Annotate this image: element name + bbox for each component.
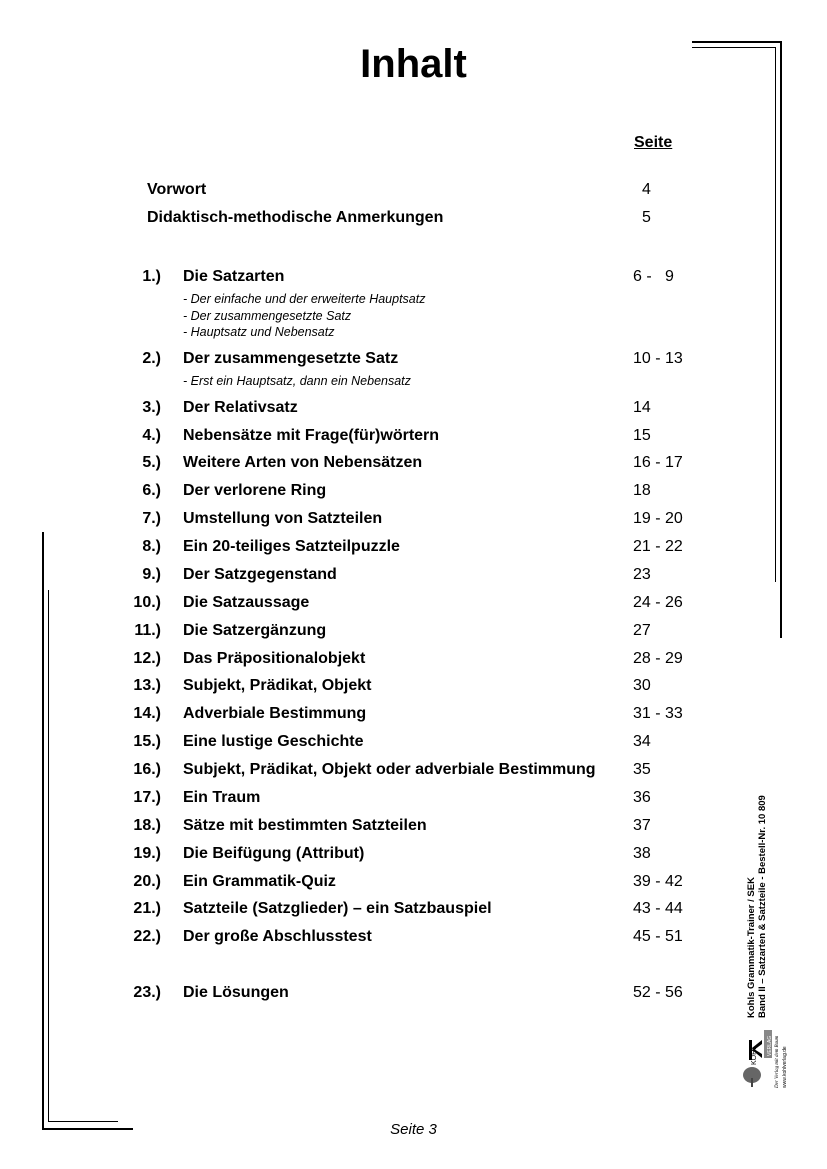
toc-title: Adverbiale Bestimmung xyxy=(183,705,367,722)
toc-number: 7.) xyxy=(142,510,161,527)
toc-pages: 43 - 44 xyxy=(633,900,683,917)
toc-number: 19.) xyxy=(133,845,161,862)
page-title: Inhalt xyxy=(360,42,467,86)
toc-pages: 30 xyxy=(633,677,651,694)
toc-title: Die Lösungen xyxy=(183,984,289,1001)
toc-number: 1.) xyxy=(142,268,161,285)
toc-number: 10.) xyxy=(133,594,161,611)
logo-slogan: Der Verlag mit dem Baum xyxy=(775,1035,780,1088)
toc-title: Der Satzgegenstand xyxy=(183,566,337,583)
intro-notes-label: Didaktisch-methodische Anmerkungen xyxy=(147,209,444,226)
frame-line xyxy=(48,590,49,1122)
logo-website: www.kohlverlag.de xyxy=(782,1046,788,1088)
toc-number: 5.) xyxy=(142,454,161,471)
toc-title: Die Satzarten xyxy=(183,268,285,285)
toc-number: 9.) xyxy=(142,566,161,583)
toc-number: 15.) xyxy=(133,733,161,750)
toc-pages: 19 - 20 xyxy=(633,510,683,527)
toc-number: 20.) xyxy=(133,873,161,890)
sidebar-volume: Band II – Satzarten & Satzteile - Bestell-Nr. 10 809 xyxy=(757,795,768,1018)
toc-number: 12.) xyxy=(133,650,161,667)
toc-title: Ein Traum xyxy=(183,789,261,806)
toc-title: Die Beifügung (Attribut) xyxy=(183,845,365,862)
toc-title: Ein Grammatik-Quiz xyxy=(183,873,336,890)
toc-pages: 28 - 29 xyxy=(633,650,683,667)
toc-pages: 16 - 17 xyxy=(633,454,683,471)
toc-pages: 10 - 13 xyxy=(633,350,683,367)
toc-title: Sätze mit bestimmten Satzteilen xyxy=(183,817,427,834)
intro-notes-page: 5 xyxy=(642,209,651,226)
toc-title: Satzteile (Satzglieder) – ein Satzbauspiel xyxy=(183,900,492,917)
frame-line xyxy=(42,1128,133,1130)
toc-title: Ein 20-teiliges Satzteilpuzzle xyxy=(183,538,400,555)
toc-pages: 6 - 9 xyxy=(633,268,674,285)
toc-title: Der verlorene Ring xyxy=(183,482,327,499)
toc-number: 18.) xyxy=(133,817,161,834)
toc-subtopic: - Der zusammengesetzte Satz xyxy=(183,308,352,323)
toc-number: 21.) xyxy=(133,900,161,917)
toc-number: 6.) xyxy=(142,482,161,499)
toc-pages: 24 - 26 xyxy=(633,594,683,611)
sidebar-series: Kohls Grammatik-Trainer / SEK xyxy=(746,877,757,1018)
toc-pages: 36 xyxy=(633,789,651,806)
toc-title: Nebensätze mit Frage(für)wörtern xyxy=(183,427,440,444)
toc-title: Eine lustige Geschichte xyxy=(183,733,364,750)
frame-line xyxy=(42,532,44,1130)
toc-pages: 31 - 33 xyxy=(633,705,683,722)
toc-title: Der Relativsatz xyxy=(183,399,298,416)
toc-title: Die Satzaussage xyxy=(183,594,310,611)
toc-subtopic: - Erst ein Hauptsatz, dann ein Nebensatz xyxy=(183,374,411,388)
toc-pages: 45 - 51 xyxy=(633,928,683,945)
toc-title: Das Präpositionalobjekt xyxy=(183,650,366,667)
toc-number: 13.) xyxy=(133,677,161,694)
intro-foreword-label: Vorwort xyxy=(147,181,207,198)
page-column-header: Seite xyxy=(634,134,673,151)
toc-number: 2.) xyxy=(142,350,161,367)
toc-number: 14.) xyxy=(133,705,161,722)
toc-subtopic: - Der einfache und der erweiterte Hauptsatz xyxy=(183,292,426,306)
toc-pages: 39 - 42 xyxy=(633,873,683,890)
frame-line xyxy=(775,47,776,582)
toc-title: Weitere Arten von Nebensätzen xyxy=(183,454,423,471)
toc-title: Der große Abschlusstest xyxy=(183,928,372,945)
toc-pages: 21 - 22 xyxy=(633,538,683,555)
frame-line xyxy=(692,41,782,43)
publisher-logo xyxy=(740,1020,790,1090)
page-footer: Seite 3 xyxy=(390,1121,437,1138)
toc-pages: 27 xyxy=(633,622,651,639)
toc-pages: 52 - 56 xyxy=(633,984,683,1001)
toc-pages: 23 xyxy=(633,566,651,583)
frame-line xyxy=(692,47,776,48)
toc-pages: 37 xyxy=(633,817,651,834)
toc-number: 4.) xyxy=(142,427,161,444)
toc-title: Die Satzergänzung xyxy=(183,622,327,639)
tree-logo-icon xyxy=(740,1020,790,1090)
toc-number: 8.) xyxy=(142,538,161,555)
frame-line xyxy=(780,41,782,638)
toc-title: Umstellung von Satzteilen xyxy=(183,510,383,527)
frame-line xyxy=(48,1121,118,1122)
toc-title: Subjekt, Prädikat, Objekt oder adverbiale Bestimmung xyxy=(183,761,596,778)
toc-pages: 15 xyxy=(633,427,651,444)
logo-tag: VERLAG xyxy=(767,1035,773,1056)
toc-number: 11.) xyxy=(134,622,161,639)
logo-text: KOHL xyxy=(751,1045,758,1065)
toc-pages: 14 xyxy=(633,399,651,416)
toc-number: 23.) xyxy=(133,984,161,1001)
toc-subtopic: - Hauptsatz und Nebensatz xyxy=(183,325,335,339)
toc-pages: 18 xyxy=(633,482,651,499)
toc-pages: 34 xyxy=(633,733,651,750)
toc-title: Der zusammengesetzte Satz xyxy=(183,350,399,367)
toc-number: 17.) xyxy=(133,789,161,806)
toc-title: Subjekt, Prädikat, Objekt xyxy=(183,677,372,694)
toc-pages: 35 xyxy=(633,761,651,778)
toc-number: 22.) xyxy=(133,928,161,945)
toc-number: 16.) xyxy=(133,761,161,778)
toc-number: 3.) xyxy=(142,399,161,416)
intro-foreword-page: 4 xyxy=(642,181,651,198)
toc-pages: 38 xyxy=(633,845,651,862)
